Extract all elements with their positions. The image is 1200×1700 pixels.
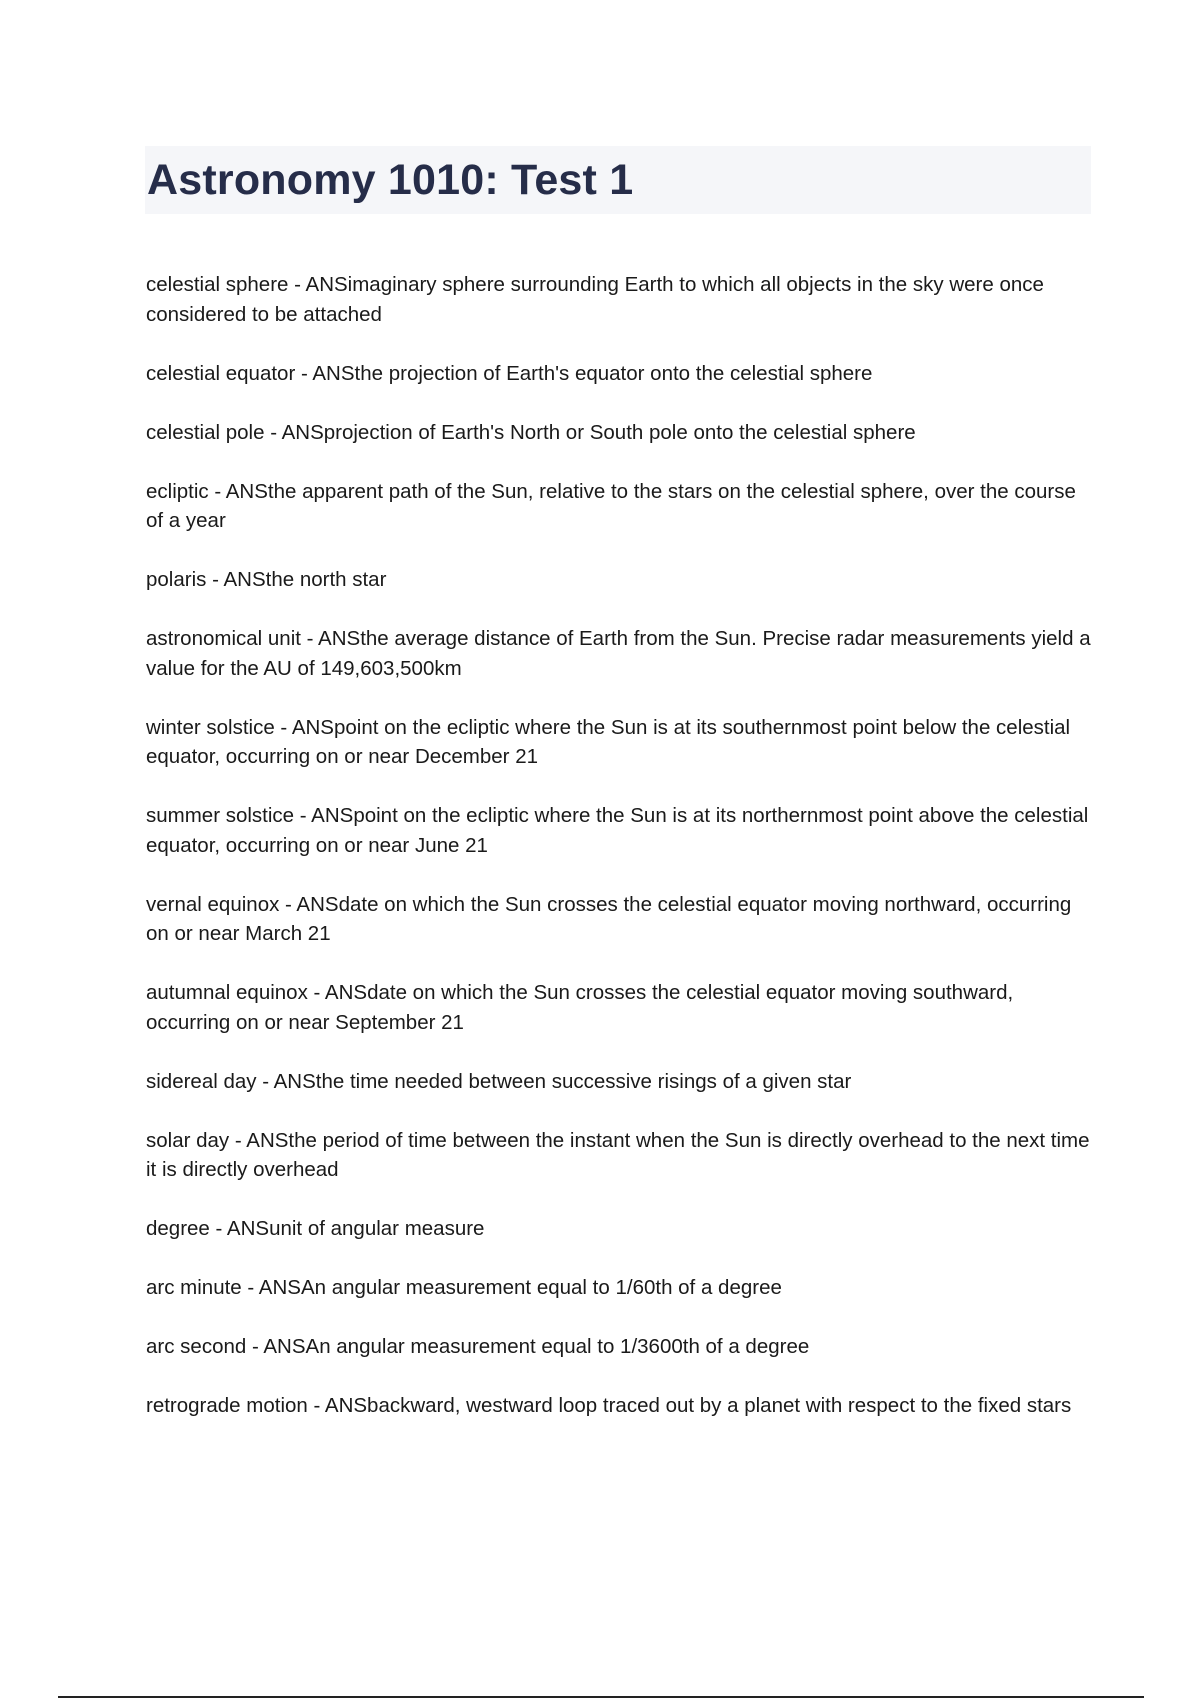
definition-list (146, 270, 1096, 1450)
list-item: polaris - ANSthe north star (146, 568, 387, 591)
list-item: arc second - ANSAn angular measurement equal to 1/3600th of a degree (146, 1335, 810, 1358)
list-item: retrograde motion - ANSbackward, westward loop traced out by a planet with respect to the fixed stars (146, 1394, 1072, 1417)
list-item: celestial sphere - ANSimaginary sphere surrounding Earth to which all objects in the sky were once considered to be attached (146, 273, 1044, 326)
page-bottom-divider (58, 1696, 1144, 1698)
list-item: autumnal equinox - ANSdate on which the Sun crosses the celestial equator moving southward, occurring on or near September 21 (146, 981, 1014, 1034)
page-title: Astronomy 1010: Test 1 (147, 156, 634, 204)
list-item: winter solstice - ANSpoint on the ecliptic where the Sun is at its southernmost point below the celestial equator, occurring on or near December 21 (146, 715, 1071, 768)
list-item: vernal equinox - ANSdate on which the Sun crosses the celestial equator moving northward, occurring on or near March 21 (146, 892, 1072, 945)
list-item: ecliptic - ANSthe apparent path of the Sun, relative to the stars on the celestial sphere, over the course of a year (146, 479, 1076, 532)
list-item: degree - ANSunit of angular measure (146, 1217, 485, 1240)
list-item: arc minute - ANSAn angular measurement equal to 1/60th of a degree (146, 1276, 782, 1299)
list-item: summer solstice - ANSpoint on the ecliptic where the Sun is at its northernmost point above the celestial equator, occurring on or near June 21 (146, 804, 1089, 857)
list-item: sidereal day - ANSthe time needed between successive risings of a given star (146, 1069, 852, 1093)
list-item: celestial equator - ANSthe projection of Earth's equator onto the celestial sphere (146, 361, 873, 385)
list-item: celestial pole - ANSprojection of Earth's North or South pole onto the celestial sphere (146, 420, 916, 444)
list-item: astronomical unit - ANSthe average distance of Earth from the Sun. Precise radar measurements yield a value for the AU of 149,603,500km (146, 627, 1091, 680)
list-item: solar day - ANSthe period of time between the instant when the Sun is directly overhead to the next time it is directly overhead (146, 1128, 1090, 1181)
title-banner (145, 146, 1091, 214)
